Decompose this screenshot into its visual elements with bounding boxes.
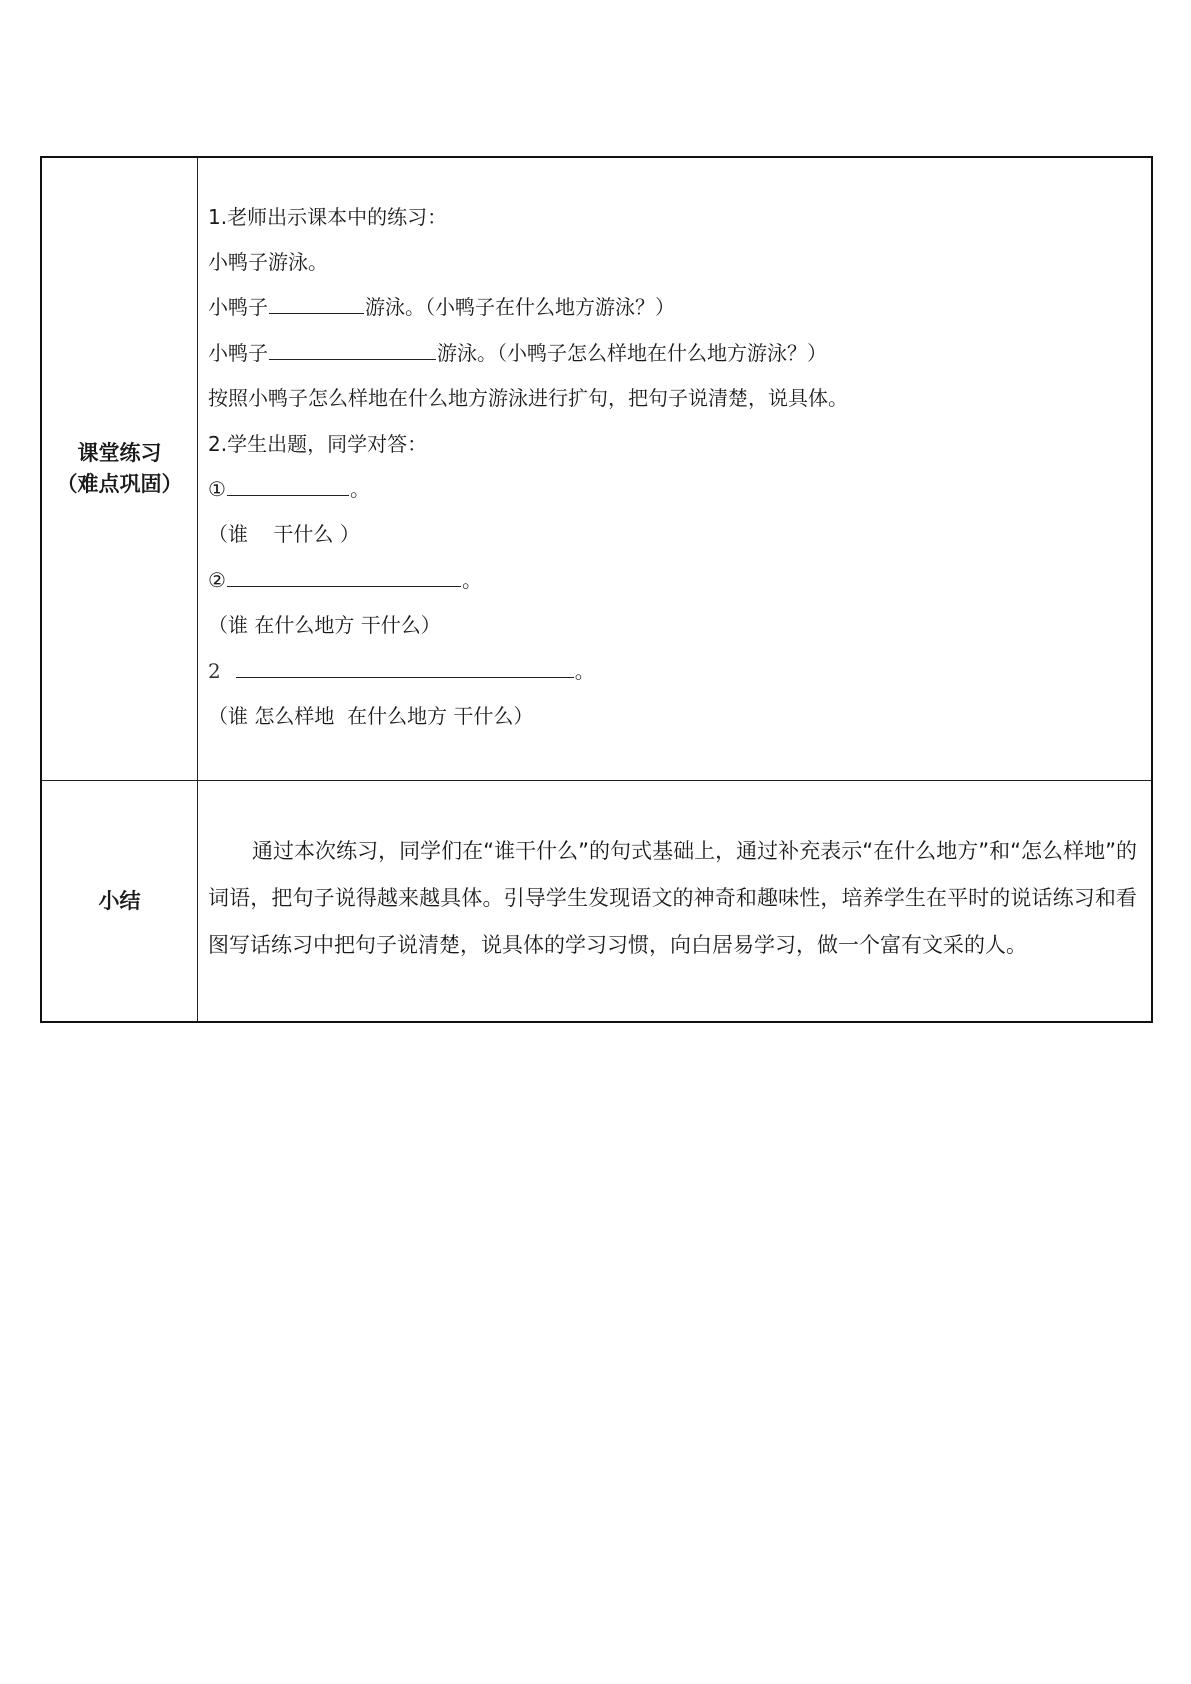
question-1-hint: （谁 干什么 ） — [208, 522, 360, 547]
question-1-blank[interactable] — [227, 467, 349, 496]
how-blank[interactable] — [269, 331, 436, 360]
where-sentence — [208, 285, 1137, 330]
question-3-blank[interactable] — [236, 649, 574, 678]
summary-content-cell — [198, 781, 1153, 1023]
summary-row — [41, 781, 1152, 1023]
question-3-marker: 2 — [208, 658, 221, 683]
practice-sublabel: （难点巩固） — [56, 472, 183, 496]
question-2-end: 。 — [461, 567, 482, 592]
question-2 — [208, 558, 1137, 603]
question-2-marker: ② — [208, 567, 226, 592]
where-sentence-prefix: 小鸭子 — [208, 295, 268, 320]
question-2-hint: （谁 在什么地方 干什么） — [208, 613, 441, 638]
question-2-blank[interactable] — [227, 558, 461, 587]
exercise-2-title: 2.学生出题，同学对答： — [208, 431, 428, 456]
how-sentence-suffix: 游泳。（小鸭子怎么样地在什么地方游泳？） — [437, 340, 827, 365]
summary-label: 小结 — [98, 888, 141, 913]
question-1-end: 。 — [349, 477, 370, 501]
practice-content — [208, 159, 1137, 780]
how-sentence — [208, 331, 1137, 376]
practice-content-cell — [198, 157, 1153, 781]
summary-text: 通过本次练习，同学们在“谁干什么”的句式基础上，通过补充表示“在什么地方”和“怎么样地”的词语，把句子说得越来越具体。引导学生发现语文的神奇和趣味性，培养学生在平时的说话练习和看图写话练习中把句子说清楚，说具体的学习习惯，向白居易学习，做一个富有文采的人。 — [208, 838, 1137, 957]
summary-label-cell — [41, 781, 198, 1023]
where-sentence-suffix: 游泳。（小鸭子在什么地方游泳？） — [365, 295, 675, 320]
exercise-1-title: 1.老师出示课本中的练习： — [208, 204, 448, 229]
question-1 — [208, 467, 1137, 512]
how-sentence-prefix: 小鸭子 — [208, 340, 268, 365]
base-sentence: 小鸭子游泳。 — [208, 250, 328, 275]
question-3-end: 。 — [574, 658, 595, 683]
question-1-marker: ① — [208, 477, 226, 501]
lesson-plan-table — [40, 156, 1153, 1023]
question-3 — [208, 649, 1137, 694]
practice-label: 课堂练习 — [77, 441, 162, 465]
practice-row — [41, 157, 1152, 781]
practice-label-cell — [41, 157, 198, 781]
question-3-hint: （谁 怎么样地 在什么地方 干什么） — [208, 703, 534, 728]
expansion-instruction: 按照小鸭子怎么样地在什么地方游泳进行扩句，把句子说清楚，说具体。 — [208, 386, 848, 411]
where-blank[interactable] — [269, 285, 364, 314]
